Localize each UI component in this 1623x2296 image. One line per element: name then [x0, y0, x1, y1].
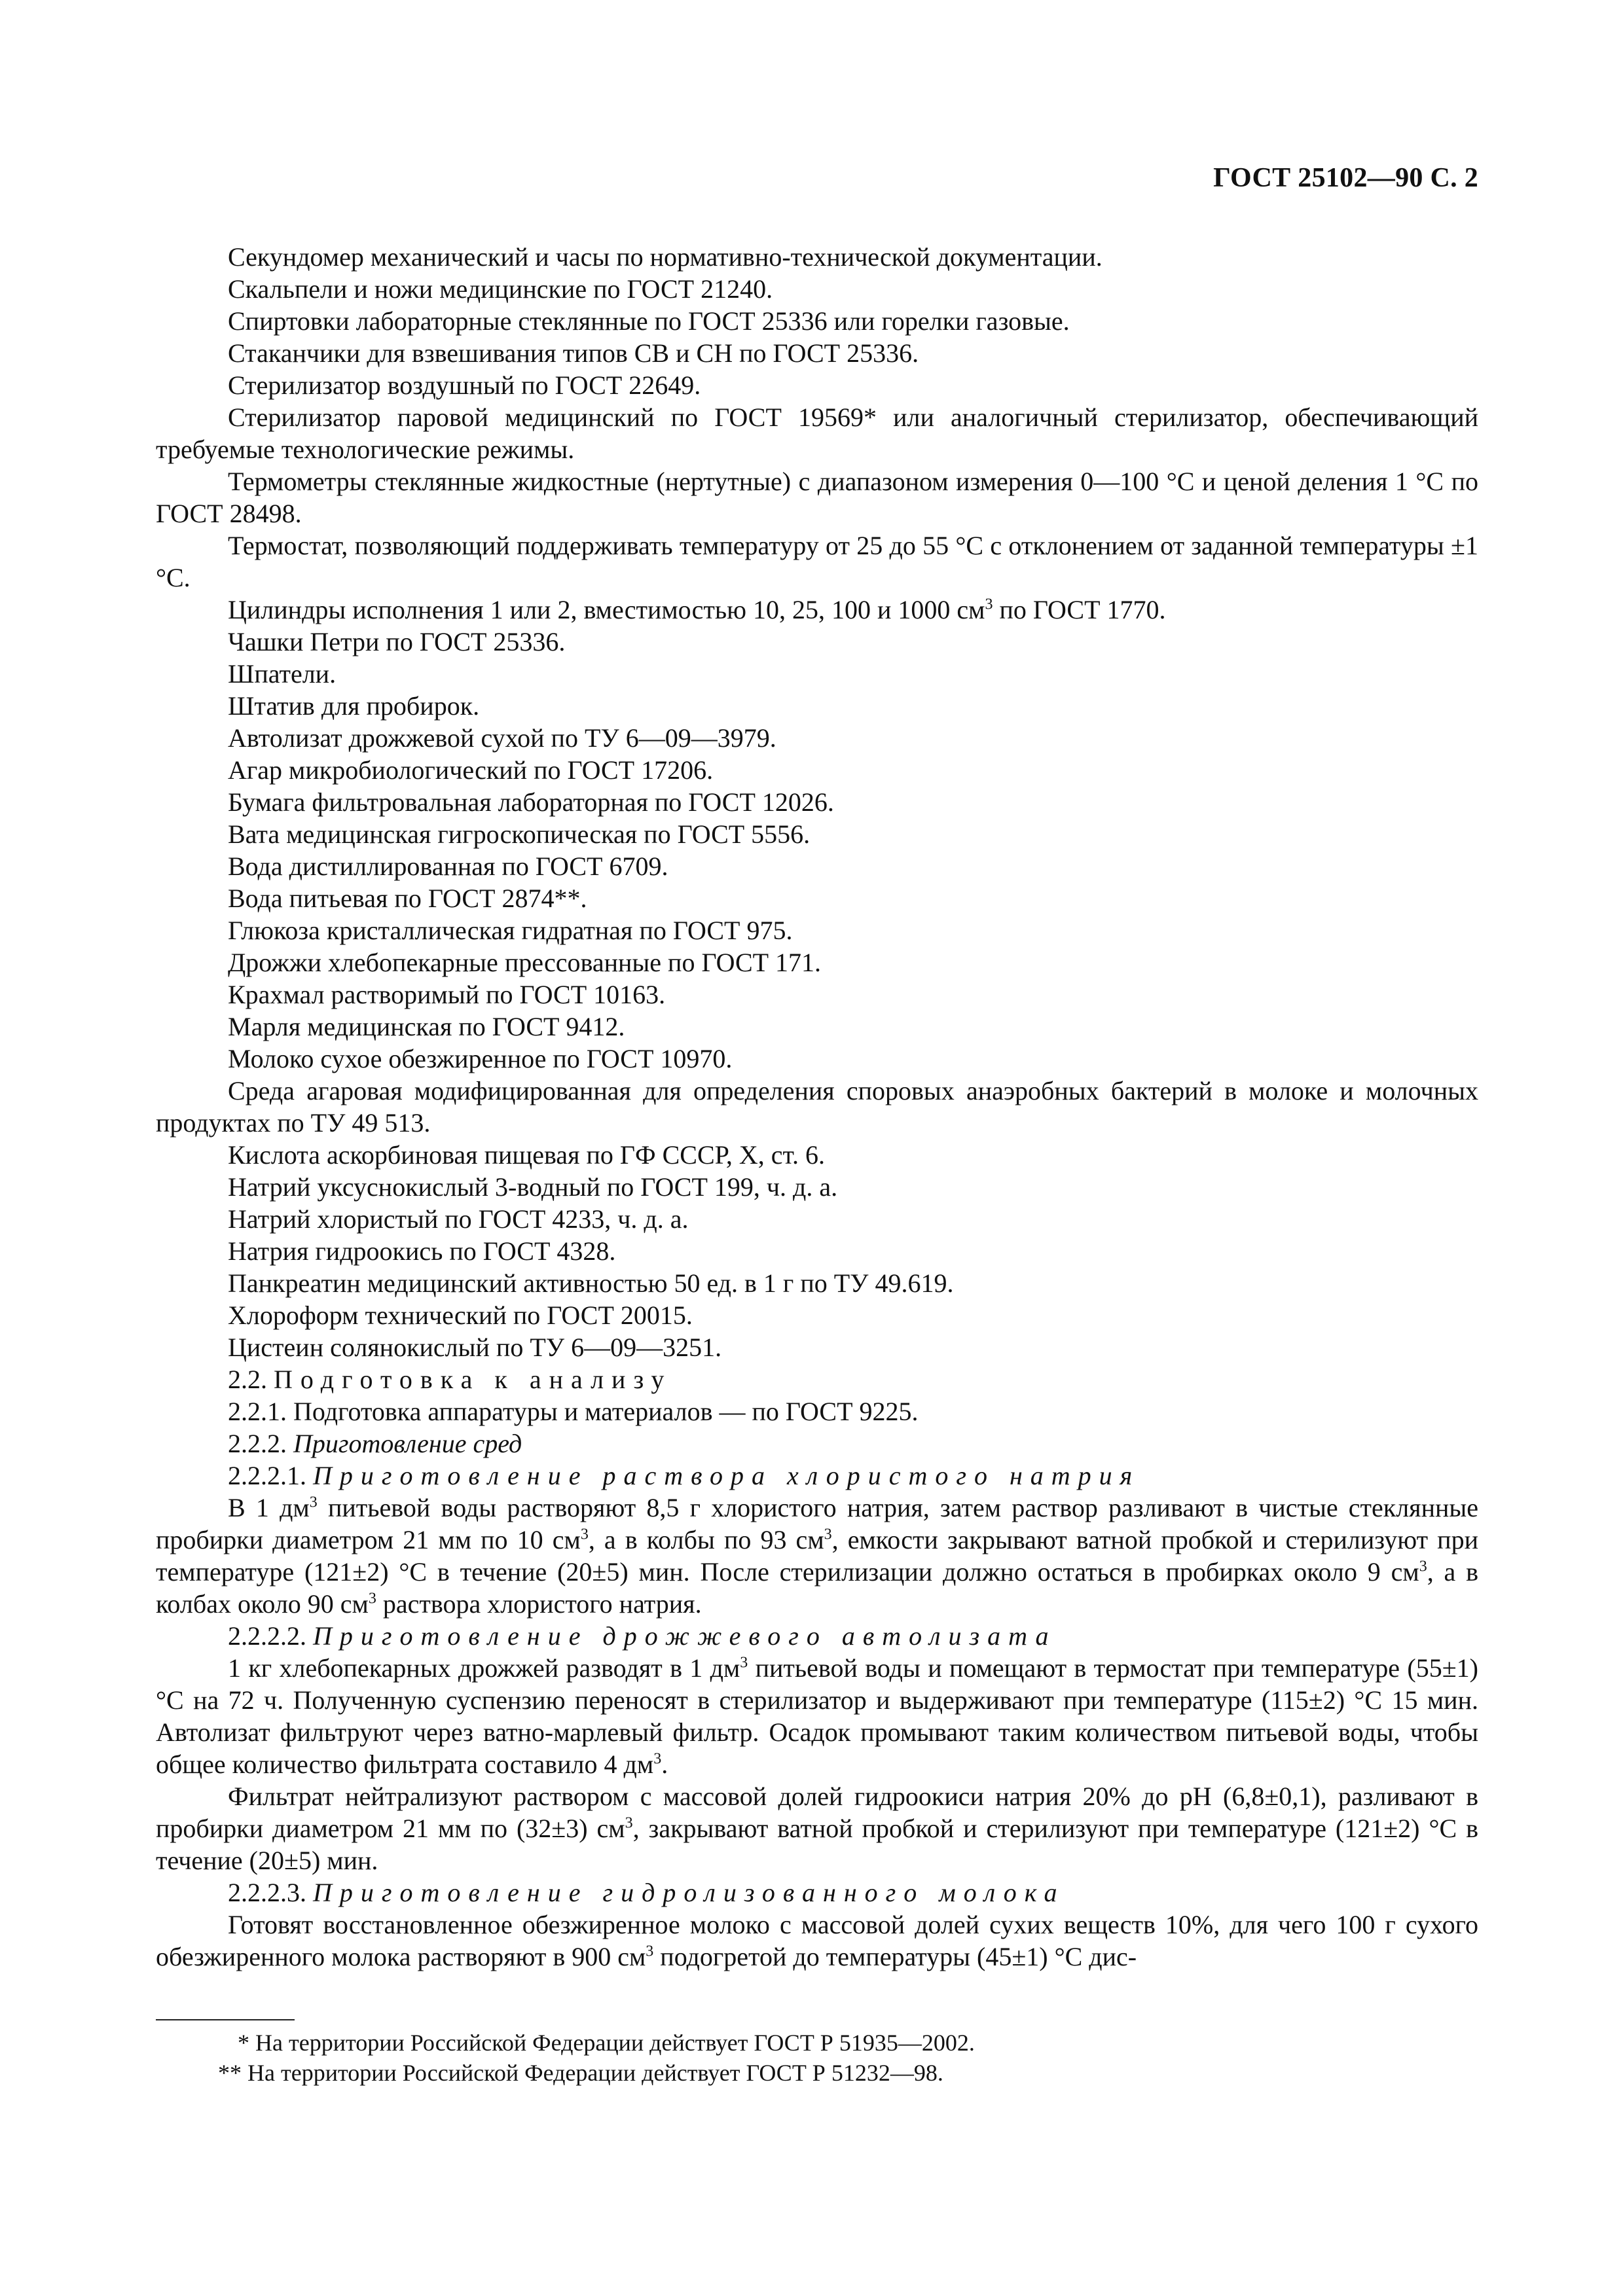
- list-item: Вода питьевая по ГОСТ 2874**.: [228, 884, 587, 913]
- section-heading-2-2-2: 2.2.2. Приготовление сред: [228, 1429, 522, 1458]
- list-item: Глюкоза кристаллическая гидратная по ГОСТ 975.: [228, 916, 793, 945]
- list-item: Чашки Петри по ГОСТ 25336.: [228, 627, 566, 656]
- list-item: Агар микробиологический по ГОСТ 17206.: [228, 755, 714, 785]
- list-item: Термостат, позволяющий поддерживать температуру от 25 до 55 °С с отклонением от заданной температуры ±1 °С.: [156, 531, 1478, 592]
- list-item: Молоко сухое обезжиренное по ГОСТ 10970.: [228, 1044, 733, 1073]
- list-item: Термометры стеклянные жидкостные (нертутные) с диапазоном измерения 0—100 °С и ценой деления 1 °С по ГОСТ 28498.: [156, 467, 1478, 528]
- section-heading-2-2-2-3: 2.2.2.3. Приготовление гидролизованного молока: [228, 1878, 1065, 1907]
- list-item: Стерилизатор паровой медицинский по ГОСТ 19569* или аналогичный стерилизатор, обеспечивающий требуемые технологические режимы.: [156, 403, 1478, 464]
- list-item: Дрожжи хлебопекарные прессованные по ГОСТ 171.: [228, 948, 822, 977]
- list-item: Стаканчики для взвешивания типов СВ и СН по ГОСТ 25336.: [228, 338, 919, 368]
- document-body: [156, 241, 1478, 1973]
- paragraph: Фильтрат нейтрализуют раствором с массовой долей гидроокиси натрия 20% до pH (6,8±0,1), разливают в пробирки диаметром 21 мм по (32±3) $см^3$, закрывают ватной пробкой и стерилизуют при температуре (121±2) °С в течение (20±5) мин.: [156, 1782, 1478, 1875]
- list-item: Стерилизатор воздушный по ГОСТ 22649.: [228, 370, 701, 400]
- list-item: Натрий уксуснокислый 3-водный по ГОСТ 199, ч. д. а.: [228, 1172, 838, 1202]
- footnotes: [156, 2028, 1478, 2088]
- list-item: Шпатели.: [228, 659, 337, 689]
- list-item: Автолизат дрожжевой сухой по ТУ 6—09—3979.: [228, 723, 776, 753]
- section-2-2-1: 2.2.1. Подготовка аппаратуры и материалов — по ГОСТ 9225.: [228, 1397, 919, 1426]
- section-heading-2-2: 2.2. Подготовка к анализу: [228, 1365, 672, 1394]
- list-item: Крахмал растворимый по ГОСТ 10163.: [228, 980, 666, 1009]
- list-item: Натрия гидроокись по ГОСТ 4328.: [228, 1236, 616, 1266]
- list-item: Скальпели и ножи медицинские по ГОСТ 21240.: [228, 274, 773, 304]
- list-item: Цистеин солянокислый по ТУ 6—09—3251.: [228, 1333, 722, 1362]
- list-item: Бумага фильтровальная лабораторная по ГОСТ 12026.: [228, 787, 834, 817]
- list-item: Спиртовки лабораторные стеклянные по ГОСТ 25336 или горелки газовые.: [228, 306, 1070, 336]
- list-item: Секундомер механический и часы по нормативно-технической документации.: [228, 242, 1103, 272]
- list-item: Цилиндры исполнения 1 или 2, вместимостью 10, 25, 100 и 1000 $см^3$ по ГОСТ 1770.: [228, 595, 1166, 624]
- list-item: Хлороформ технический по ГОСТ 20015.: [228, 1300, 693, 1330]
- list-item: Натрий хлористый по ГОСТ 4233, ч. д. а.: [228, 1204, 689, 1234]
- footnote: ** На территории Российской Федерации действует ГОСТ Р 51232—98.: [218, 2060, 943, 2086]
- list-item: Вода дистиллированная по ГОСТ 6709.: [228, 852, 668, 881]
- paragraph: Готовят восстановленное обезжиренное молоко с массовой долей сухих веществ 10%, для чего 100 г сухого обезжиренного молока растворяют в 900 $см^3$ подогретой до температуры (45±1) °С дис-: [156, 1910, 1478, 1971]
- section-heading-2-2-2-2: 2.2.2.2. Приготовление дрожжевого автолизата: [228, 1621, 1057, 1651]
- page-header: ГОСТ 25102—90 С. 2: [1213, 163, 1478, 193]
- paragraph: В 1 $дм^3$ питьевой воды растворяют 8,5 г хлористого натрия, затем раствор разливают в чистые стеклянные пробирки диаметром 21 мм по 10 $см^3$, а в колбы по 93 $см^3$, емкости закрывают ватной пробкой и стерилизуют при температуре (121±2) °С в течение (20±5) мин. После стерилизации должно остаться в пробирках около 9 $см^3$, а в колбах около 90 $см^3$ раствора хлористого натрия.: [156, 1493, 1479, 1619]
- list-item: Кислота аскорбиновая пищевая по ГФ СССР, X, ст. 6.: [228, 1140, 825, 1170]
- list-item: Вата медицинская гигроскопическая по ГОСТ 5556.: [228, 819, 811, 849]
- paragraph: 1 кг хлебопекарных дрожжей разводят в 1 $дм^3$ питьевой воды и помещают в термостат при температуре (55±1) °С на 72 ч. Полученную суспензию переносят в стерилизатор и выдерживают при температуре (115±2) °С 15 мин. Автолизат фильтруют через ватно-марлевый фильтр. Осадок промывают таким количеством питьевой воды, чтобы общее количество фильтрата составило 4 $дм^3$.: [156, 1653, 1478, 1779]
- list-item: Среда агаровая модифицированная для определения споровых анаэробных бактерий в молоке и молочных продуктах по ТУ 49 513.: [156, 1076, 1478, 1138]
- footnote: * На территории Российской Федерации действует ГОСТ Р 51935—2002.: [238, 2030, 975, 2056]
- section-heading-2-2-2-1: 2.2.2.1. Приготовление раствора хлористого натрия: [228, 1461, 1140, 1490]
- footnote-divider: [156, 2019, 295, 2020]
- list-item: Панкреатин медицинский активностью 50 ед. в 1 г по ТУ 49.619.: [228, 1268, 954, 1298]
- list-item: Штатив для пробирок.: [228, 691, 480, 721]
- list-item: Марля медицинская по ГОСТ 9412.: [228, 1012, 625, 1041]
